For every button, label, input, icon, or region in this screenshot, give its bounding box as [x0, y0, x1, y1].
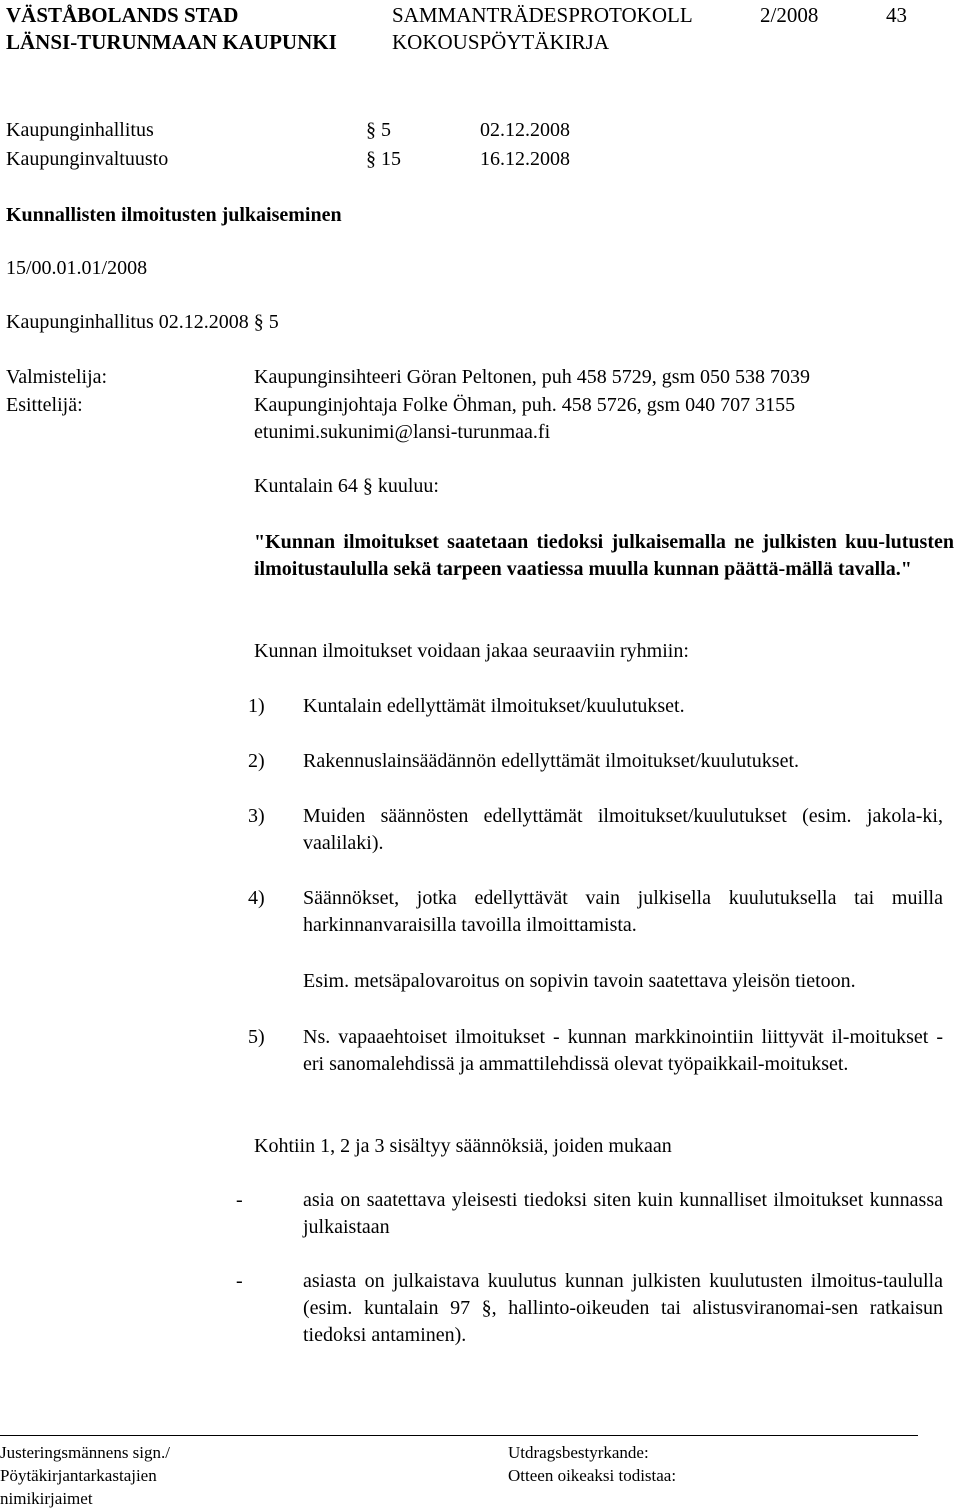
groups-intro: Kunnan ilmoitukset voidaan jakaa seuraaviin ryhmiin:	[254, 640, 689, 662]
page-header	[0, 2, 960, 58]
list-item-text: Ns. vapaaehtoiset ilmoitukset - kunnan markkinointiin liittyvät il-moitukset - eri sanomalehdissä ja ammattilehdissä olevat työpaikkail-moitukset.	[303, 1026, 943, 1075]
list-item-text: Muiden säännösten edellyttämät ilmoitukset/kuulutukset (esim. jakola-ki, vaalilaki).	[303, 805, 943, 854]
org-name-finnish: LÄNSI-TURUNMAAN KAUPUNKI	[6, 30, 337, 54]
dash-item-text: asiasta on julkaistava kuulutus kunnan julkisten kuulutusten ilmoitus-taululla (esim. kuntalain 97 §, hallinto-oikeuden tai alistusviranomai-sen ratkaisun tiedoksi antaminen).	[303, 1270, 943, 1346]
footer-sign-label-sv: Justeringsmännens sign./	[0, 1443, 170, 1462]
document-title: Kunnallisten ilmoitusten julkaiseminen	[6, 204, 342, 226]
dash-marker: -	[236, 1270, 243, 1292]
preparer-label: Valmistelija:	[6, 366, 108, 388]
footer-divider	[0, 1435, 918, 1436]
reference-date: 16.12.2008	[480, 148, 570, 170]
footer-certify-label-sv: Utdragsbestyrkande:	[508, 1443, 649, 1462]
presenter-label: Esittelijä:	[6, 394, 83, 416]
list-item-number: 3)	[248, 805, 265, 827]
list-item-text: Esim. metsäpalovaroitus on sopivin tavoin saatettava yleisön tietoon.	[303, 970, 856, 992]
list-item-number: 2)	[248, 750, 265, 772]
list-item-text: Rakennuslainsäädännön edellyttämät ilmoitukset/kuulutukset.	[303, 750, 800, 772]
reference-section: § 5	[366, 119, 391, 141]
reference-section: § 15	[366, 148, 401, 170]
case-number: 15/00.01.01/2008	[6, 257, 148, 279]
dash-marker: -	[236, 1189, 243, 1211]
reference-body: Kaupunginhallitus	[6, 119, 154, 141]
dash-item-text: asia on saatettava yleisesti tiedoksi siten kuin kunnalliset ilmoitukset kunnassa julkaistaan	[303, 1189, 943, 1238]
law-quote: "Kunnan ilmoitukset saatetaan tiedoksi julkaisemalla ne julkisten kuu-lutusten ilmoitustaululla sekä tarpeen vaatiessa muulla kunnan päättä-mällä tavalla."	[254, 531, 954, 580]
doc-type-finnish: KOKOUSPÖYTÄKIRJA	[392, 30, 610, 54]
doc-type-swedish: SAMMANTRÄDESPROTOKOLL	[392, 3, 693, 27]
preparer-value: Kaupunginsihteeri Göran Peltonen, puh 458 5729, gsm 050 538 7039	[254, 366, 811, 388]
list-item-text: Kuntalain edellyttämät ilmoitukset/kuulutukset.	[303, 695, 685, 717]
law-intro: Kuntalain 64 § kuuluu:	[254, 475, 439, 497]
meeting-reference: Kaupunginhallitus 02.12.2008 § 5	[6, 311, 279, 333]
presenter-value: Kaupunginjohtaja Folke Öhman, puh. 458 5726, gsm 040 707 3155	[254, 394, 796, 416]
protocol-number: 2/2008	[760, 3, 819, 27]
presenter-email: etunimi.sukunimi@lansi-turunmaa.fi	[254, 421, 551, 443]
footer-certify-label-fi: Otteen oikeaksi todistaa:	[508, 1466, 677, 1485]
reference-date: 02.12.2008	[480, 119, 570, 141]
list-item-number: 4)	[248, 887, 265, 909]
org-name-swedish: VÄSTÅBOLANDS STAD	[6, 3, 239, 27]
list-item-number: 1)	[248, 695, 265, 717]
rules-intro: Kohtiin 1, 2 ja 3 sisältyy säännöksiä, joiden mukaan	[254, 1135, 672, 1157]
list-item-number: 5)	[248, 1026, 265, 1048]
reference-body: Kaupunginvaltuusto	[6, 148, 169, 170]
footer-initials-label: nimikirjaimet	[0, 1489, 93, 1508]
page-number: 43	[886, 3, 907, 27]
list-item-text: Säännökset, jotka edellyttävät vain julkisella kuulutuksella tai muilla harkinnanvaraisilla tavoilla ilmoittamista.	[303, 887, 943, 936]
footer-sign-label-fi: Pöytäkirjantarkastajien	[0, 1466, 157, 1485]
